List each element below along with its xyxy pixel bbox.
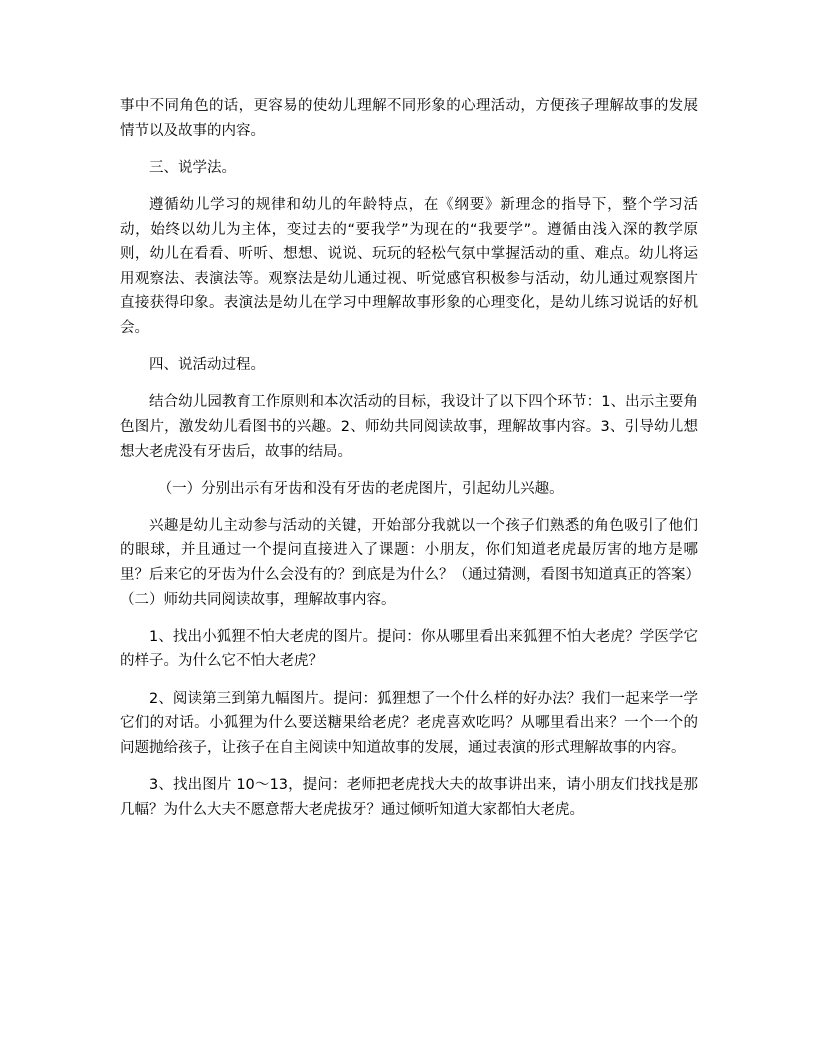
- section-heading-learning-method: 三、说学法。: [149, 159, 236, 176]
- paragraph-interest: 兴趣是幼儿主动参与活动的关键，开始部分我就以一个孩子们熟悉的角色吸引了他们的眼球，并且通过一个提问直接进入了课题：小朋友，你们知道老虎最厉害的地方是哪里？后来它的牙齿为什么会没有的？到底是为什么？（通过猜测，看图书知道真正的答案）: [120, 517, 700, 584]
- subheading-step-one: （一）分别出示有牙齿和没有牙齿的老虎图片，引起幼儿兴趣。: [157, 480, 564, 497]
- list-item-one: 1、找出小狐狸不怕大老虎的图片。提问：你从哪里看出来狐狸不怕大老虎？学医学它的样子。为什么它不怕大老虎？: [120, 628, 698, 670]
- paragraph-continued: 事中不同角色的话，更容易的使幼儿理解不同形象的心理活动，方便孩子理解故事的发展情节以及故事的内容。: [120, 98, 698, 139]
- list-item-two: 2、阅读第三到第九幅图片。提问：狐狸想了一个什么样的好办法？我们一起来学一学它们的对话。小狐狸为什么要送糖果给老虎？老虎喜欢吃吗？从哪里看出来？一个一个的问题抛给孩子，让孩子在自主阅读中知道故事的发展，通过表演的形式理解故事的内容。: [120, 690, 698, 756]
- section-heading-activity-process: 四、说活动过程。: [149, 357, 265, 374]
- paragraph-learning-method: 遵循幼儿学习的规律和幼儿的年龄特点，在《纲要》新理念的指导下，整个学习活动，始终以幼儿为主体，变过去的“要我学”为现在的“我要学”。遵循由浅入深的教学原则，幼儿在看看、听听、想想、说说、玩玩的轻松气氛中掌握活动的重、难点。幼儿将运用观察法、表演法等。观察法是幼儿通过视、听觉感官积极参与活动，幼儿通过观察图片直接获得印象。表演法是幼儿在学习中理解故事形象的心理变化，是幼儿练习说话的好机会。: [120, 196, 698, 336]
- subheading-step-two: （二）师幼共同阅读故事，理解故事内容。: [120, 591, 396, 608]
- list-item-three: 3、找出图片 10～13，提问：老师把老虎找大夫的故事讲出来，请小朋友们找找是那几幅？为什么大夫不愿意帮大老虎拔牙？通过倾听知道大家都怕大老虎。: [120, 777, 698, 818]
- document-body: [120, 94, 698, 822]
- paragraph-four-steps: 结合幼儿园教育工作原则和本次活动的目标，我设计了以下四个环节：1、出示主要角色图片，激发幼儿看图书的兴趣。2、师幼共同阅读故事，理解故事内容。3、引导幼儿想想大老虎没有牙齿后，故事的结局。: [120, 394, 698, 460]
